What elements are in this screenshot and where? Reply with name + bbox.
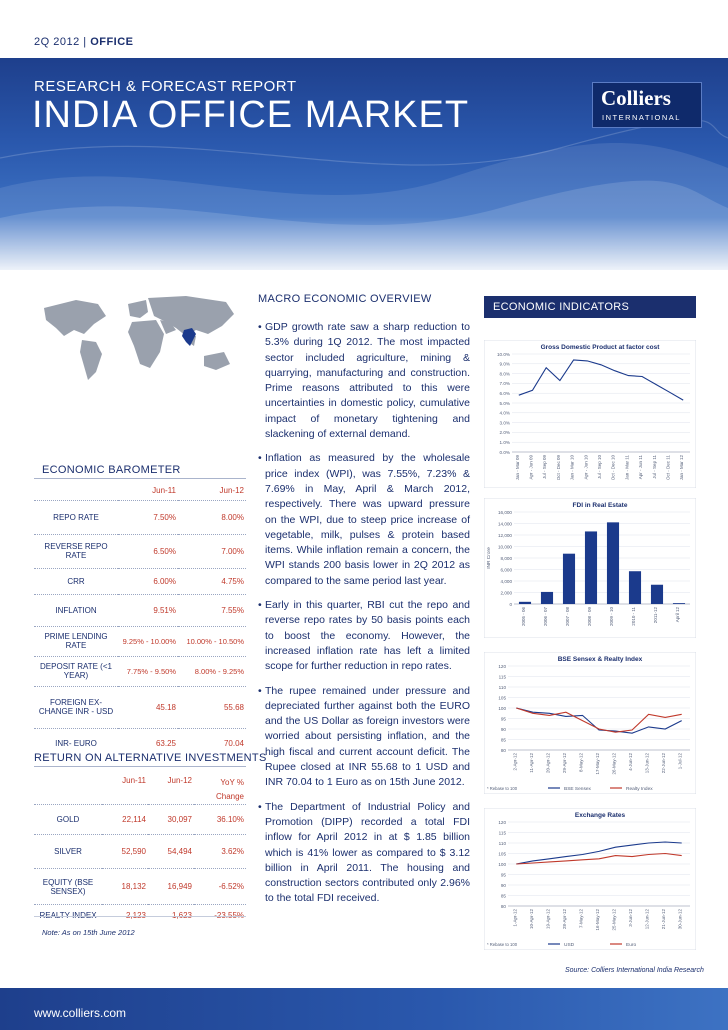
y-tick-label: 120 [498, 819, 506, 825]
y-tick-label: 12,000 [497, 532, 512, 538]
table-row [34, 534, 246, 568]
x-tick-label: Apr - Jun 10 [583, 455, 589, 480]
macro-title: MACRO ECONOMIC OVERVIEW [258, 293, 432, 305]
row-value-yoy: -6.52% [194, 869, 246, 905]
x-tick-label: Apr - Jun 11 [638, 455, 644, 480]
colliers-logo [592, 82, 702, 128]
x-tick-label: 20-Apr-12 [545, 753, 551, 774]
row-value-jun12: 16,949 [148, 869, 194, 905]
bar [585, 531, 597, 604]
list-item: • The rupee remained under pressure and depreciated further against both the EURO and the US Dollar as foreign investors were worried about persisting inflation, and the high fiscal and current account deficit. The Rupee closed at INR 55.68 to 1 USD and INR 70.04 to 1 Euro as on 15th June 2012. [258, 684, 470, 791]
returns-title: RETURN ON ALTERNATIVE INVESTMENTS [34, 752, 267, 764]
row-value-jun12: 8.00% - 9.25% [178, 656, 246, 686]
y-tick-label: 85 [500, 737, 506, 743]
y-tick-label: 5.0% [499, 400, 510, 406]
x-tick-label: 17-May-12 [595, 753, 600, 775]
y-tick-label: 6,000 [500, 567, 512, 573]
list-item: • The Department of Industrial Policy and Promotion (DIPP) recorded a total FDI inflow for April 2012 in at $ 1.85 billion which is 41% lower as compared to $ 3.12 billion in April 2011. The housing and construction sectors contributed only 2.96% to the total FDI received. [258, 800, 470, 907]
x-tick-label: 2005 - 06 [521, 607, 526, 627]
y-tick-label: 120 [498, 663, 506, 669]
x-tick-label: Jul - Sep 11 [651, 455, 657, 479]
x-tick-label: 3-Jun-12 [628, 909, 634, 927]
fdi-bar-chart [484, 498, 696, 638]
returns-note: Note: As on 15th June 2012 [42, 928, 135, 937]
x-tick-label: 26-May-12 [611, 753, 617, 775]
gdp-line-chart [484, 340, 696, 488]
row-value-jun12: 70.04 [178, 728, 246, 758]
y-tick-label: 100 [498, 861, 506, 867]
x-tick-label: 2010 - 11 [631, 607, 636, 626]
x-tick-label: Jan - Mar 10 [569, 455, 575, 481]
y-tick-label: 14,000 [497, 521, 512, 527]
legend-label: Euro [626, 942, 637, 948]
y-tick-label: 8,000 [500, 555, 512, 561]
x-tick-label: 28-Apr-12 [561, 909, 567, 930]
x-tick-label: Oct - Dec 09 [555, 455, 561, 481]
row-label: INR- EURO [34, 728, 118, 758]
row-value-yoy: 3.62% [194, 835, 246, 869]
chart-footnote: * Rebase to 100 [487, 786, 518, 791]
x-tick-label: 16-May-12 [595, 909, 600, 931]
row-value-jun11: 9.51% [118, 594, 178, 626]
y-tick-label: 3.0% [499, 420, 510, 426]
bar [651, 585, 663, 604]
table-row [34, 500, 246, 534]
table-row [34, 805, 246, 835]
source-note: Source: Colliers International India Research [565, 967, 704, 974]
table-row [34, 869, 246, 905]
returns-rule [34, 766, 246, 767]
y-tick-label: 85 [500, 893, 506, 899]
y-tick-label: 0.0% [499, 449, 510, 455]
x-tick-label: 30-Jun-12 [677, 909, 683, 930]
footer-url: www.colliers.com [34, 1006, 127, 1020]
row-label: PRIME LENDING RATE [34, 626, 118, 656]
row-value-jun11: 9.25% - 10.00% [118, 626, 178, 656]
sensex-realty-line-chart [484, 652, 696, 794]
returns-col-yoy: YoY % Change [215, 778, 244, 801]
world-map-india-highlight [36, 290, 246, 390]
y-tick-label: 10,000 [497, 544, 512, 550]
row-value-jun11: 6.00% [118, 568, 178, 594]
exchange-rates-line-chart [484, 808, 696, 950]
y-tick-label: 90 [500, 882, 506, 888]
row-value-yoy: 36.10% [194, 805, 246, 835]
sensex-chart [484, 652, 696, 794]
y-tick-label: 7.0% [499, 381, 510, 387]
x-tick-label: Jan - Mar 09 [514, 455, 520, 481]
page-title: INDIA OFFICE MARKET [32, 94, 470, 136]
economic-barometer-table [34, 482, 246, 758]
x-tick-label: 1-Apr-12 [512, 909, 518, 927]
y-tick-label: 10.0% [496, 351, 510, 357]
indicators-header [484, 296, 696, 318]
row-value-jun11: 6.50% [118, 534, 178, 568]
row-label: DEPOSIT RATE (<1 YEAR) [34, 656, 118, 686]
list-item: • Early in this quarter, RBI cut the repo and reverse repo rates by 50 basis points each to boost the economy. However, the increased inflation rate has left a limited scope for further reduction in repo rates. [258, 598, 470, 674]
bar [541, 592, 553, 604]
y-tick-label: 6.0% [499, 391, 510, 396]
x-tick-label: 2-Apr-12 [512, 753, 518, 771]
report-category: OFFICE [90, 36, 134, 48]
row-value-jun12: 8.00% [178, 500, 246, 534]
table-row [34, 656, 246, 686]
report-period-label [34, 36, 134, 48]
chart-title: Exchange Rates [574, 812, 626, 819]
x-tick-label: Jul - Sep 09 [542, 455, 548, 480]
x-tick-label: 29-Apr-12 [561, 753, 567, 774]
row-value-jun11: 7.75% - 9.50% [118, 656, 178, 686]
row-label: SILVER [34, 835, 102, 869]
y-tick-label: 105 [498, 695, 506, 701]
returns-col-jun12: Jun-12 [167, 776, 192, 785]
legend-label: Realty Index [626, 786, 653, 792]
y-tick-label: 95 [500, 872, 506, 878]
x-tick-label: 13-Jun-12 [644, 753, 650, 774]
y-tick-label: 0 [509, 601, 512, 607]
y-tick-label: 4.0% [499, 410, 510, 416]
chart-title: Gross Domestic Product at factor cost [540, 344, 660, 351]
y-tick-label: 1.0% [499, 440, 510, 445]
x-tick-label: Oct - Dec 10 [610, 455, 616, 481]
x-tick-label: 12-Jun-12 [644, 909, 650, 930]
x-tick-label: 2011-12 [653, 607, 658, 624]
y-tick-label: 80 [500, 747, 506, 753]
barometer-title: ECONOMIC BAROMETER [42, 464, 181, 476]
row-value-jun11: 18,132 [102, 869, 148, 905]
x-tick-label: 11-Apr-12 [528, 753, 534, 773]
x-tick-label: 2009 - 10 [609, 607, 614, 627]
table-row [34, 686, 246, 728]
macro-bullets [258, 320, 470, 916]
list-item: • GDP growth rate saw a sharp reduction to 5.3% during 1Q 2012. The most impacted sector included agriculture, mining & quarrying, manufacturing and construction. Prime reasons attributed to this were uncertainties in domestic policy, cumulative impact of monetary tightening and slackening of external demand. [258, 320, 470, 442]
x-tick-label: 19-Apr-12 [545, 909, 551, 930]
y-tick-label: 80 [500, 903, 506, 909]
bar [607, 522, 619, 604]
y-tick-label: 2.0% [499, 430, 510, 436]
row-label: CRR [34, 568, 118, 594]
table-row [34, 835, 246, 869]
bar [629, 571, 641, 604]
y-tick-label: 4,000 [500, 578, 512, 584]
row-value-jun12: 54,494 [148, 835, 194, 869]
returns-bottom-rule [34, 916, 246, 917]
x-tick-label: Apr - Jun 09 [528, 455, 534, 480]
y-tick-label: 100 [498, 705, 506, 711]
y-tick-label: 95 [500, 716, 506, 722]
bar [563, 554, 575, 604]
exchange-chart [484, 808, 696, 950]
row-label: FOREIGN EX-CHANGE INR - USD [34, 686, 118, 728]
y-tick-label: 90 [500, 726, 506, 732]
barometer-col-jun12: Jun-12 [219, 486, 244, 496]
table-row [34, 626, 246, 656]
row-value-jun12: 10.00% - 10.50% [178, 626, 246, 656]
report-type: RESEARCH & FORECAST REPORT [34, 78, 297, 95]
x-tick-label: 21-Jun-12 [661, 909, 667, 930]
row-value-jun12: 7.55% [178, 594, 246, 626]
y-tick-label: 8.0% [499, 371, 510, 377]
x-tick-label: 7-May-12 [578, 909, 584, 929]
row-label: REVERSE REPO RATE [34, 534, 118, 568]
chart-footnote: * Rebase to 100 [487, 942, 518, 947]
y-tick-label: 2,000 [500, 590, 512, 596]
y-tick-label: 115 [498, 674, 506, 680]
row-label: REPO RATE [34, 500, 118, 534]
row-label: GOLD [34, 805, 102, 835]
x-tick-label: 1-Jul-12 [677, 753, 683, 770]
barometer-rule [34, 478, 246, 479]
row-value-jun11: 45.18 [118, 686, 178, 728]
barometer-col-jun11: Jun-11 [152, 486, 176, 496]
row-value-jun12: 7.00% [178, 534, 246, 568]
title-banner [0, 58, 728, 270]
bar [673, 603, 685, 604]
gdp-chart [484, 340, 696, 488]
row-value-jun11: 52,590 [102, 835, 148, 869]
x-tick-label: 2008 - 09 [587, 607, 592, 627]
top-bar [0, 0, 728, 58]
alternative-investments-table [34, 772, 246, 927]
x-tick-label: Jan - Mar 12 [679, 455, 685, 481]
table-row [34, 594, 246, 626]
chart-title: BSE Sensex & Realty Index [557, 656, 643, 663]
x-tick-label: Jul - Sep 10 [597, 455, 602, 480]
y-tick-label: 105 [498, 851, 506, 857]
y-tick-label: 110 [498, 684, 506, 690]
row-label: INFLATION [34, 594, 118, 626]
x-tick-label: April 12 [675, 607, 680, 623]
x-tick-label: 8-May-12 [578, 753, 584, 773]
list-item: • Inflation as measured by the wholesale price index (WPI), was 7.55%, 7.23% & 7.69% in May, April & March 2012, respectively. There was upward pressure on the WPI, due to steep price increase of vegetable, milk, pulses & protein based items. While inflation remain a concern, the WPI stands 200 basis lower in 2Q 2012 as compared to the same period last year. [258, 451, 470, 589]
x-tick-label: Jan - Mar 11 [624, 455, 630, 480]
row-value-jun11: 7.50% [118, 500, 178, 534]
y-axis-label: INR Crore [487, 547, 492, 569]
returns-col-jun11: Jun-11 [122, 776, 146, 785]
x-tick-label: 2006 - 07 [543, 607, 548, 627]
y-tick-label: 16,000 [497, 509, 512, 515]
row-value-jun12: 4.75% [178, 568, 246, 594]
logo-name: Colliers [601, 86, 671, 110]
period-separator: | [83, 36, 87, 48]
x-tick-label: 4-Jun-12 [628, 753, 634, 771]
row-label: EQUITY (BSE SENSEX) [34, 869, 102, 905]
row-value-jun12: 55.68 [178, 686, 246, 728]
x-tick-label: 2007 - 08 [565, 607, 570, 627]
x-tick-label: Oct - Dec 11 [665, 455, 671, 480]
legend-label: USD [564, 942, 575, 948]
x-tick-label: 25-May-12 [611, 909, 617, 931]
row-value-jun12: 30,097 [148, 805, 194, 835]
y-tick-label: 110 [498, 840, 506, 846]
row-value-jun11: 22,114 [102, 805, 148, 835]
footer-bar [0, 988, 728, 1030]
fdi-chart [484, 498, 696, 638]
bar [519, 602, 531, 604]
table-row [34, 568, 246, 594]
y-tick-label: 115 [498, 830, 506, 836]
y-tick-label: 9.0% [499, 361, 510, 367]
x-tick-label: 10-Apr-12 [528, 909, 534, 930]
x-tick-label: 22-Jun-12 [661, 753, 667, 774]
indicators-title: ECONOMIC INDICATORS [493, 301, 630, 313]
row-value-jun11: 63.25 [118, 728, 178, 758]
chart-title: FDI in Real Estate [572, 502, 628, 509]
logo-subtitle: INTERNATIONAL [602, 113, 681, 122]
report-period: 2Q 2012 [34, 36, 80, 48]
legend-label: BSE Sensex [564, 786, 591, 792]
